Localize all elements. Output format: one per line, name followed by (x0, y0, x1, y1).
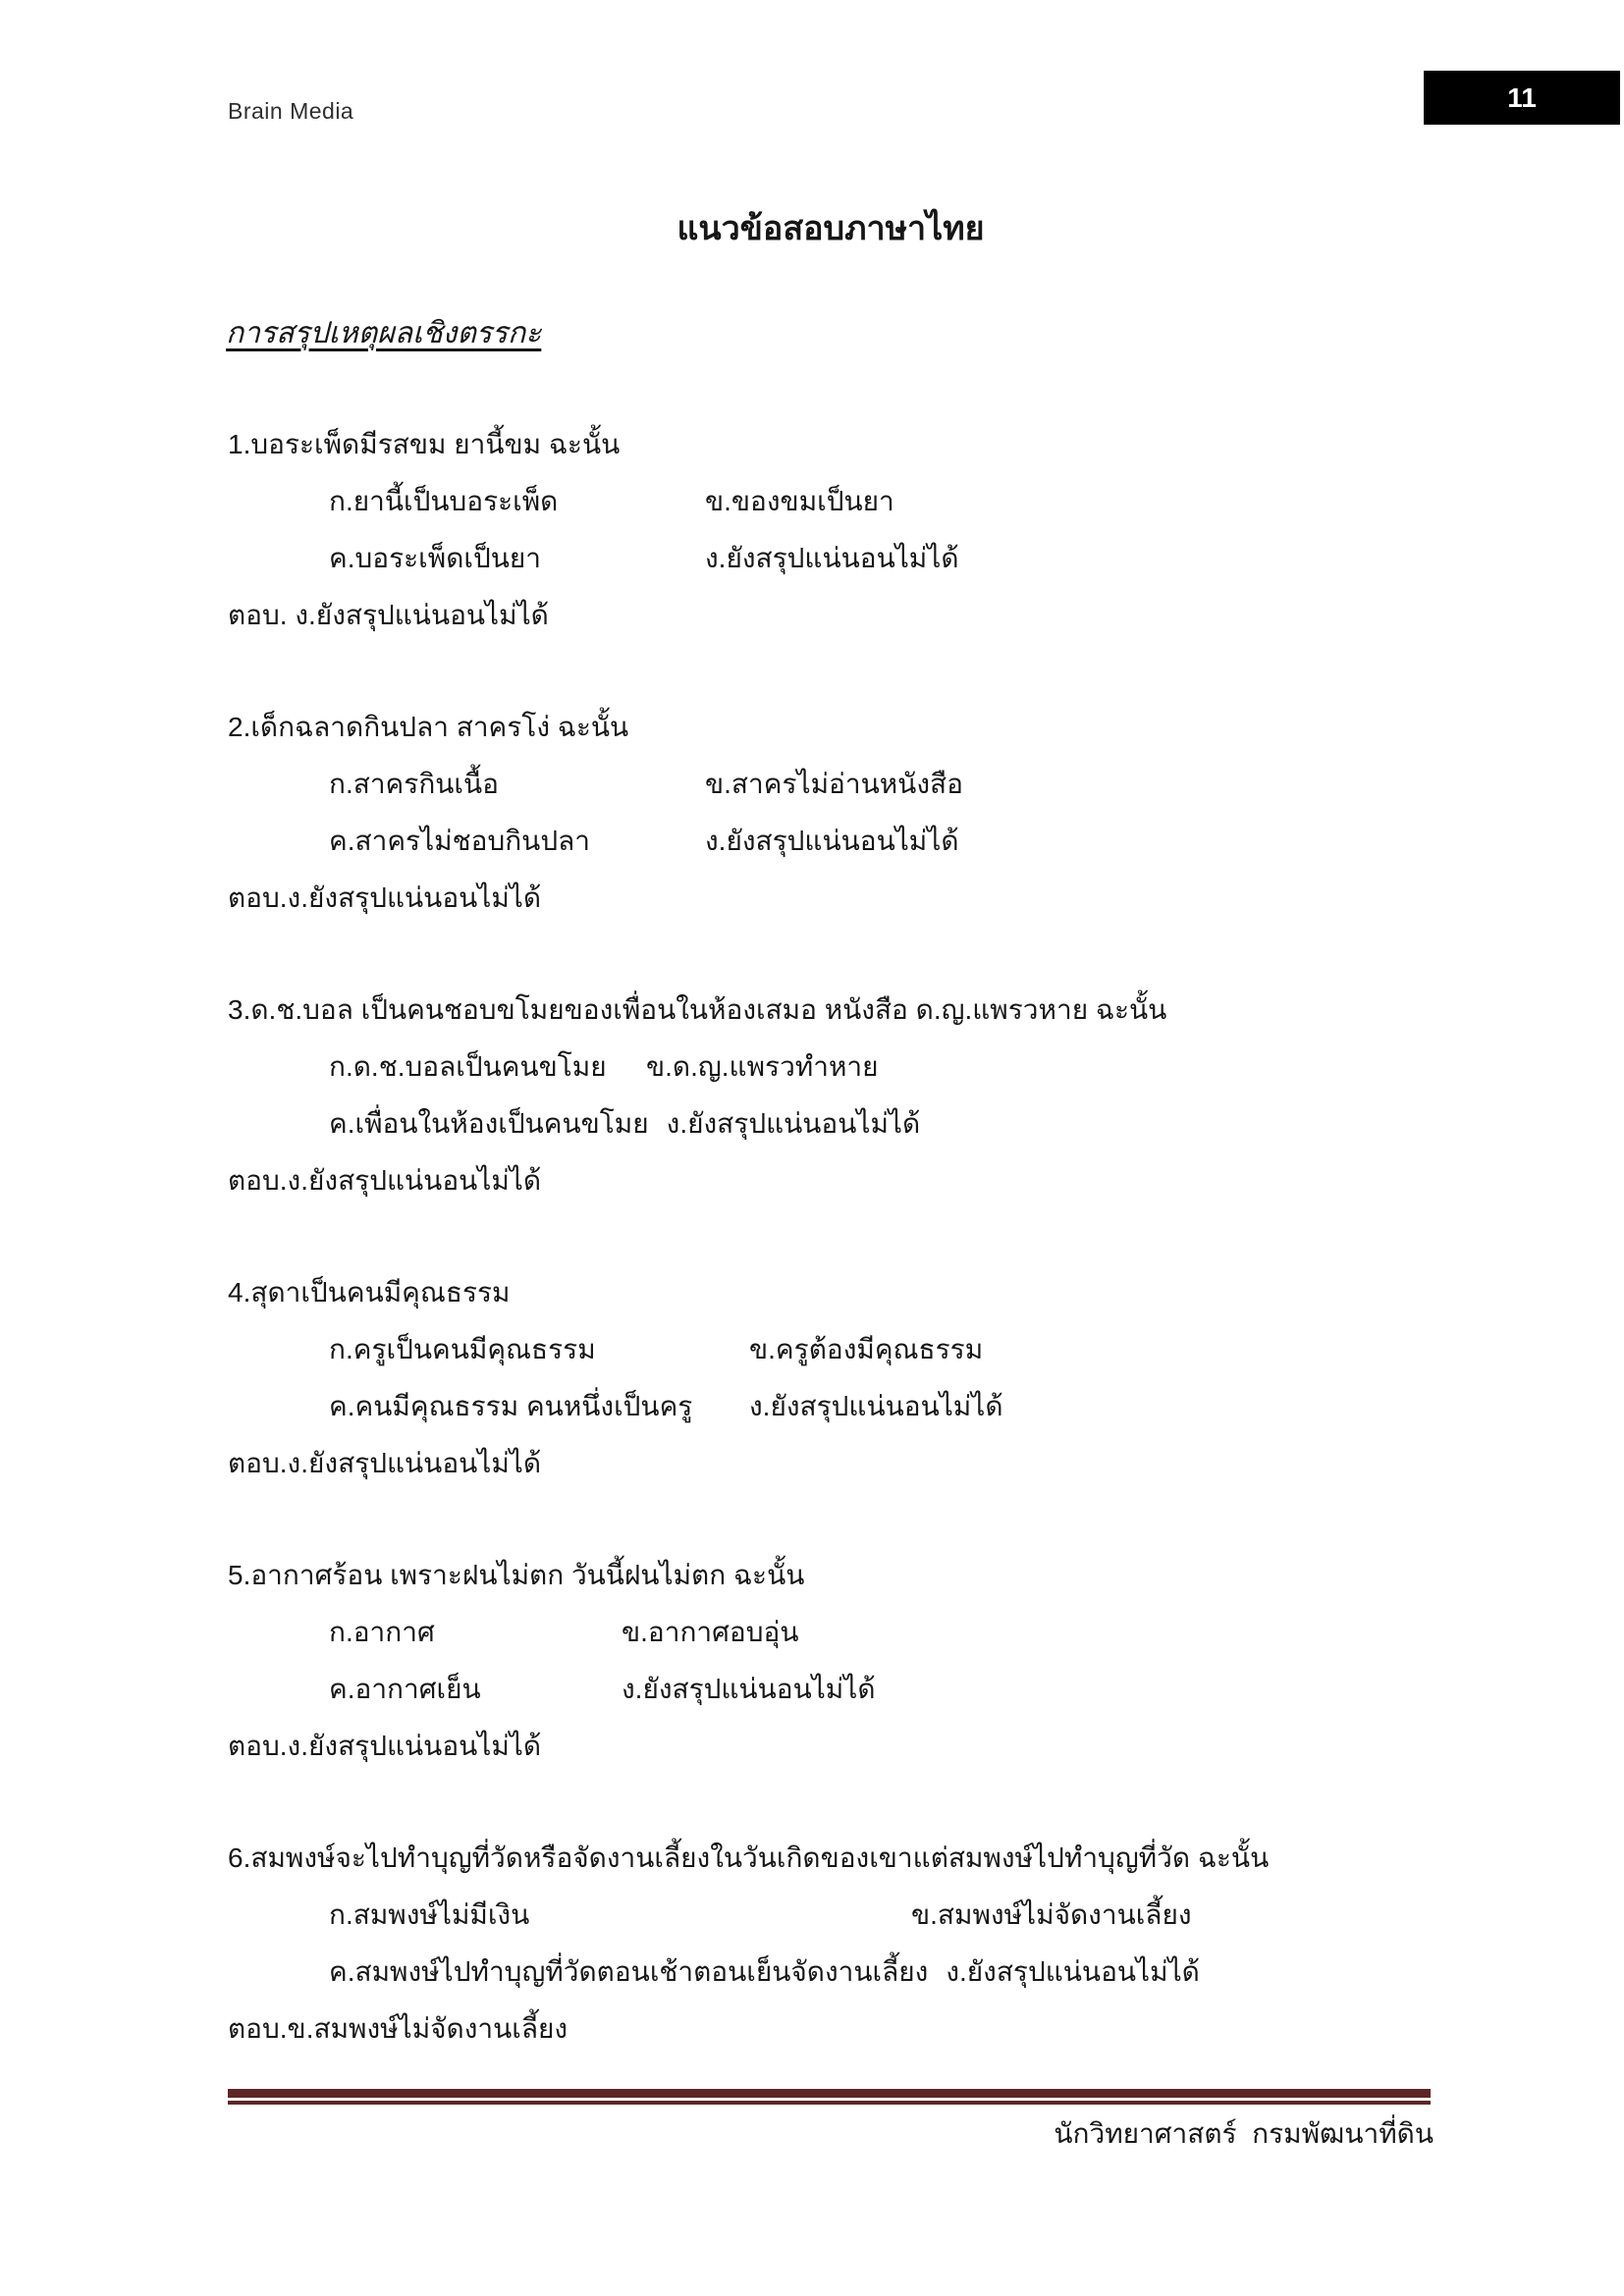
option-b: ข.อากาศอบอุ่น (622, 1617, 799, 1647)
option-c: ค.คนมีคุณธรรม คนหนึ่งเป็นครู (329, 1391, 693, 1421)
option-a: ก.สมพงษ์ไม่มีเงิน (329, 1899, 530, 1930)
option-row (228, 1604, 1437, 1661)
option-a: ก.ครูเป็นคนมีคุณธรรม (329, 1334, 596, 1364)
option-d: ง.ยังสรุปแน่นอนไม่ได้ (749, 1391, 1003, 1421)
option-d: ง.ยังสรุปแน่นอนไม่ได้ (705, 543, 959, 573)
option-a: ก.ยานี้เป็นบอระเพ็ด (329, 486, 559, 516)
option-row (228, 530, 1437, 587)
option-a: ก.สาครกินเนื้อ (329, 769, 499, 799)
question-stem: 3.ด.ช.บอล เป็นคนชอบขโมยของเพื่อนในห้องเสมอ หนังสือ ด.ญ.แพรวหาย ฉะนั้น (228, 994, 1167, 1025)
option-row (228, 756, 1437, 813)
option-c: ค.บอระเพ็ดเป็นยา (329, 543, 542, 573)
question-stem: 5.อากาศร้อน เพราะฝนไม่ตก วันนี้ฝนไม่ตก ฉะนั้น (228, 1560, 805, 1590)
question-2 (228, 699, 1437, 927)
footer-divider-thin-line (228, 2101, 1431, 2105)
option-row (228, 1039, 1437, 1095)
option-row (228, 1887, 1437, 1944)
question-stem: 6.สมพงษ์จะไปทำบุญที่วัดหรือจัดงานเลี้ยงในวันเกิดของเขาแต่สมพงษ์ไปทำบุญที่วัด ฉะนั้น (228, 1842, 1270, 1873)
section-heading: การสรุปเหตุผลเชิงตรรกะ (226, 317, 542, 349)
answer-line: ตอบ.ง.ยังสรุปแน่นอนไม่ได้ (228, 1731, 542, 1761)
option-a: ก.ด.ช.บอลเป็นคนขโมย (329, 1051, 607, 1082)
question-stem: 4.สุดาเป็นคนมีคุณธรรม (228, 1277, 511, 1308)
option-row (228, 813, 1437, 870)
question-5 (228, 1547, 1437, 1775)
option-b: ข.ด.ญ.แพรวทำหาย (646, 1051, 879, 1082)
answer-line: ตอบ.ข.สมพงษ์ไม่จัดงานเลี้ยง (228, 2013, 568, 2044)
option-row (228, 1661, 1437, 1718)
footer-divider (228, 2089, 1431, 2105)
option-row (228, 473, 1437, 530)
answer-line: ตอบ.ง.ยังสรุปแน่นอนไม่ได้ (228, 1165, 542, 1196)
question-stem: 1.บอระเพ็ดมีรสขม ยานี้ขม ฉะนั้น (228, 429, 621, 459)
option-row (228, 1321, 1437, 1378)
document-title: แนวข้อสอบภาษาไทย (677, 210, 985, 247)
option-b: ข.ครูต้องมีคุณธรรม (749, 1334, 984, 1364)
option-b: ข.สาครไม่อ่านหนังสือ (705, 769, 963, 799)
option-d: ง.ยังสรุปแน่นอนไม่ได้ (622, 1674, 876, 1704)
option-row (228, 1378, 1437, 1435)
answer-line: ตอบ.ง.ยังสรุปแน่นอนไม่ได้ (228, 882, 542, 913)
option-c: ค.สาครไม่ชอบกินปลา (329, 826, 590, 856)
footer-divider-thick-bar (228, 2089, 1431, 2098)
question-3 (228, 982, 1437, 1209)
option-b: ข.สมพงษ์ไม่จัดงานเลี้ยง (911, 1899, 1192, 1930)
footer-credit: นักวิทยาศาสตร์ กรมพัฒนาที่ดิน (1054, 2118, 1434, 2149)
option-c: ค.เพื่อนในห้องเป็นคนขโมย (329, 1108, 649, 1139)
question-stem: 2.เด็กฉลาดกินปลา สาครโง่ ฉะนั้น (228, 712, 629, 742)
option-b: ข.ของขมเป็นยา (705, 486, 894, 516)
option-d: ง.ยังสรุปแน่นอนไม่ได้ (705, 826, 959, 856)
question-4 (228, 1264, 1437, 1492)
answer-line: ตอบ. ง.ยังสรุปแน่นอนไม่ได้ (228, 600, 549, 630)
question-6 (228, 1830, 1437, 2057)
option-c: ค.สมพงษ์ไปทำบุญที่วัดตอนเช้าตอนเย็นจัดงานเลี้ยง (329, 1956, 929, 1987)
question-1 (228, 416, 1437, 644)
option-row (228, 1944, 1437, 2001)
option-c: ค.อากาศเย็น (329, 1674, 481, 1704)
option-row (228, 1095, 1437, 1152)
option-d: ง.ยังสรุปแน่นอนไม่ได้ (946, 1956, 1200, 1987)
page-number: 11 (1507, 81, 1537, 113)
brand-label: Brain Media (228, 98, 354, 124)
page-number-badge (1424, 71, 1620, 125)
answer-line: ตอบ.ง.ยังสรุปแน่นอนไม่ได้ (228, 1448, 542, 1478)
question-list (228, 416, 1437, 2112)
option-a: ก.อากาศ (329, 1617, 435, 1647)
option-d: ง.ยังสรุปแน่นอนไม่ได้ (666, 1108, 921, 1139)
